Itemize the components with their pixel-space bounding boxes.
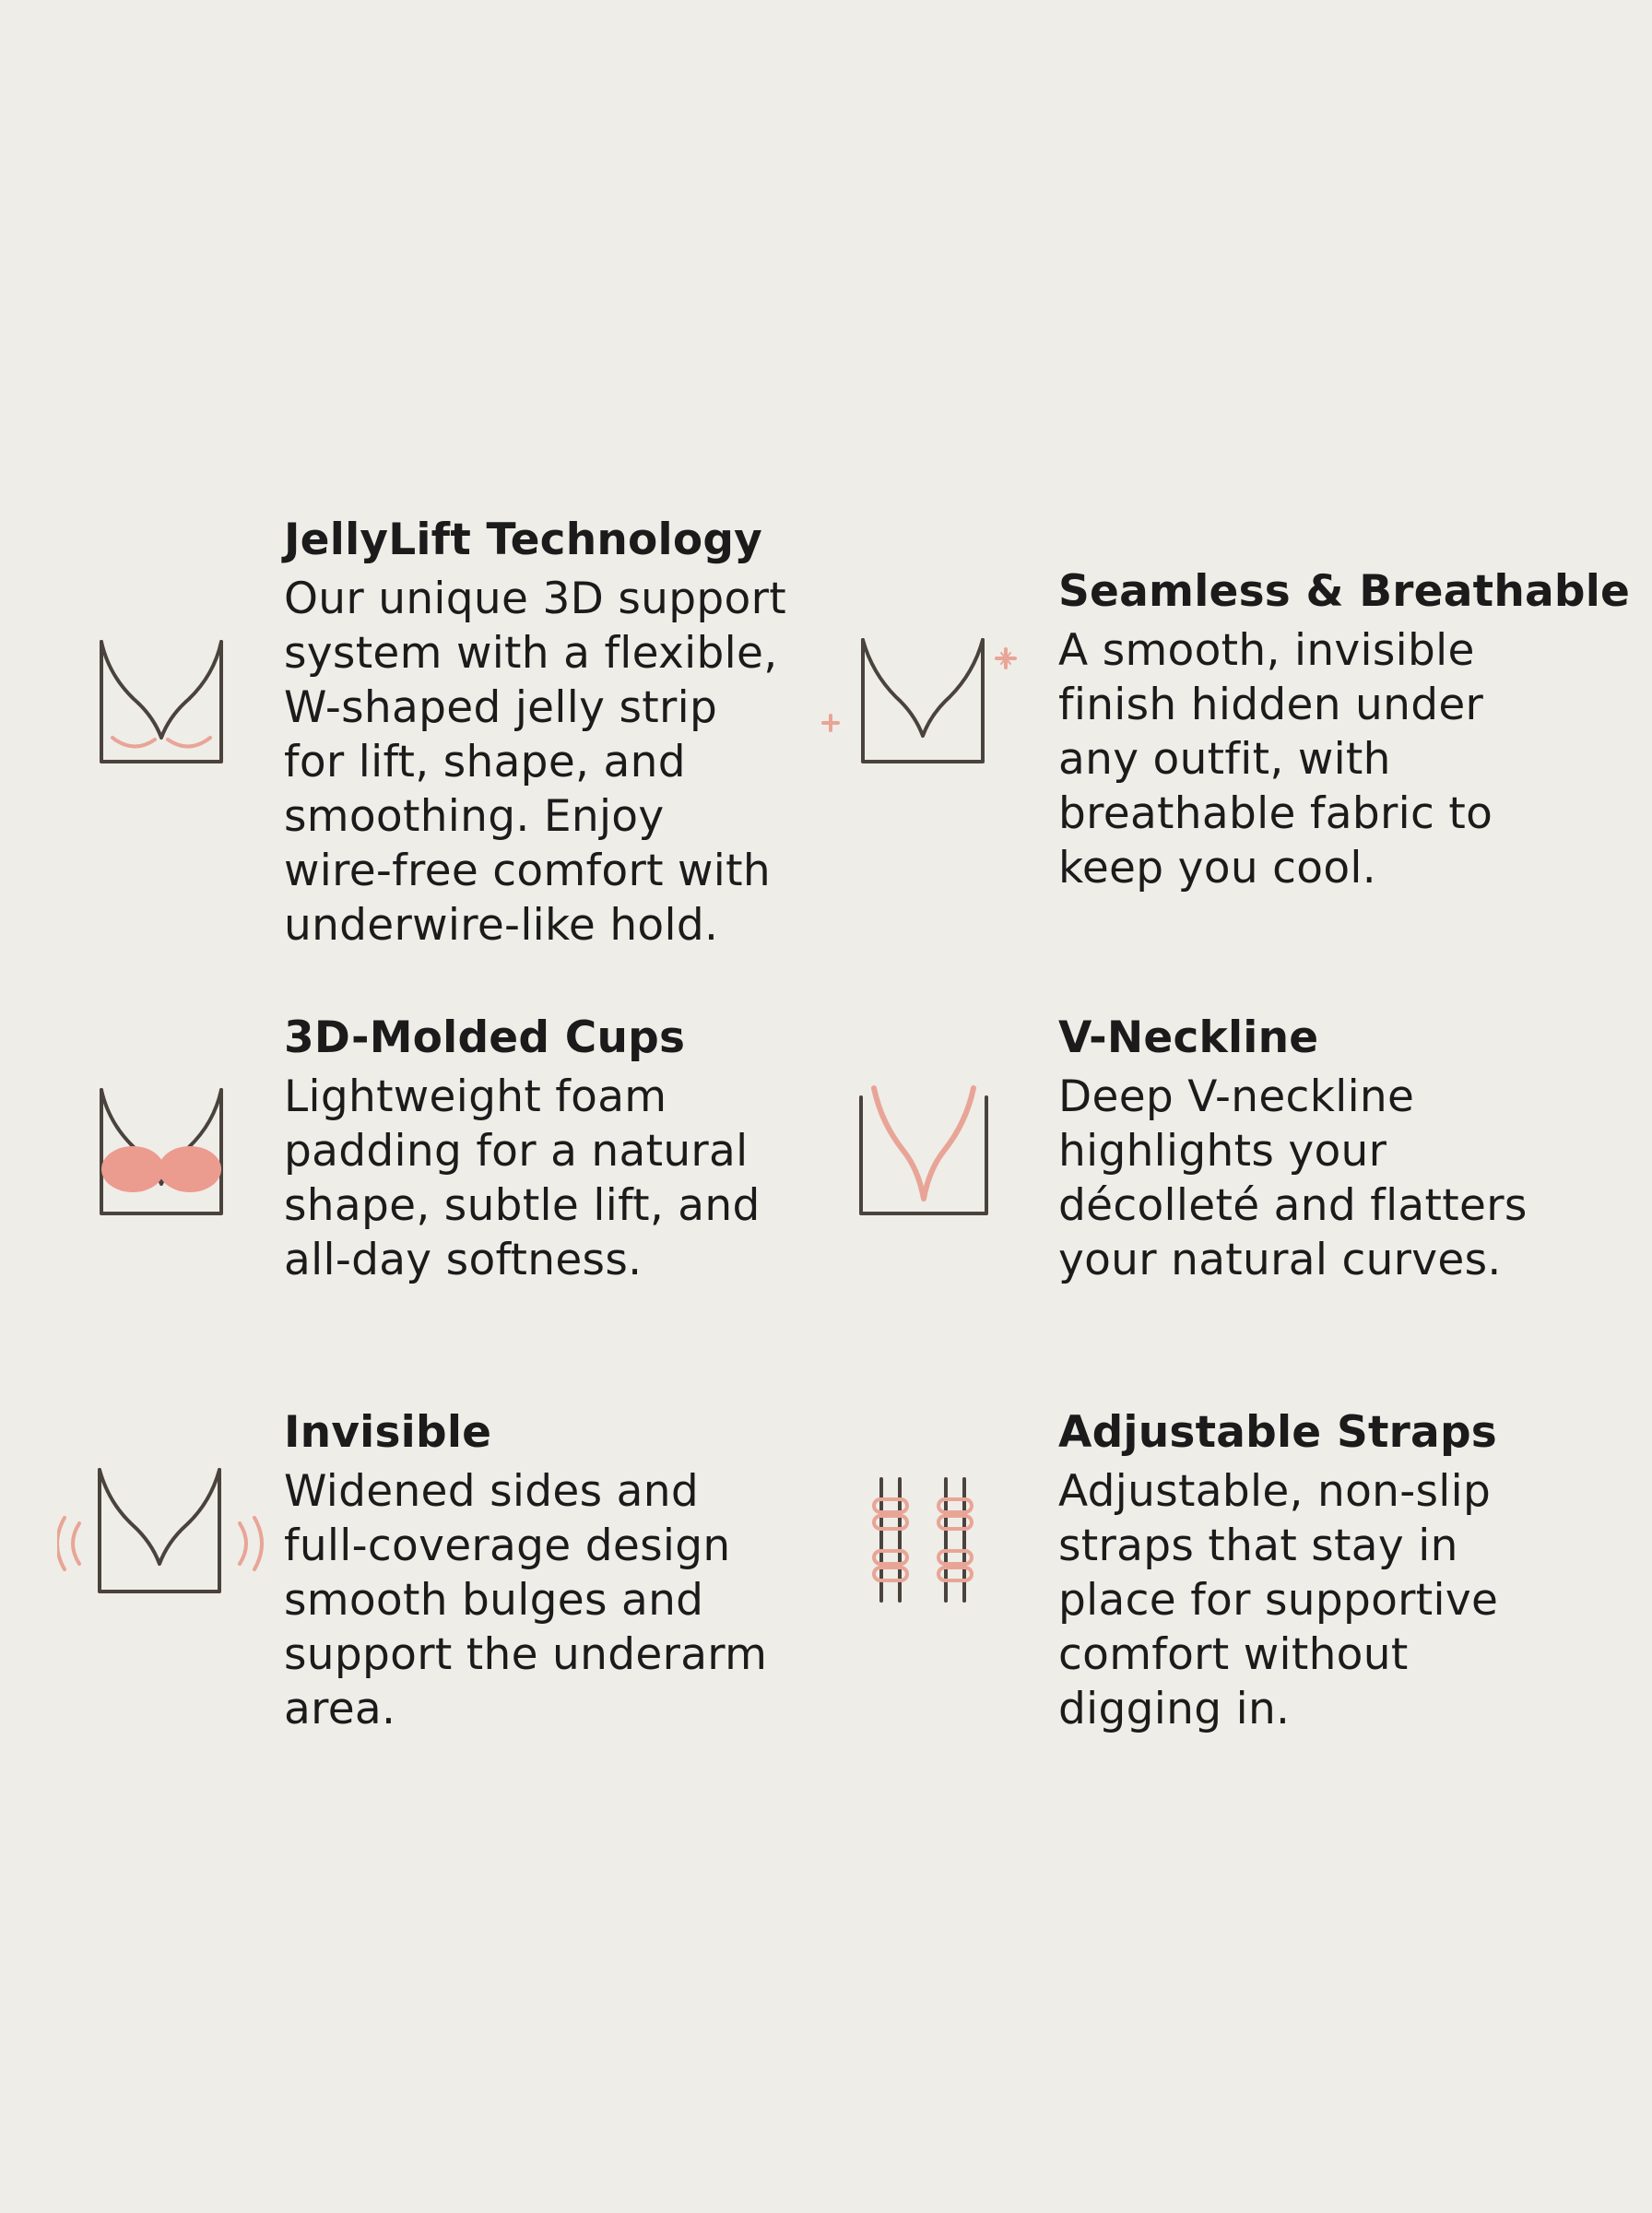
bra-jelly-strip-icon <box>92 634 230 773</box>
feature-description: A smooth, invisible finish hidden under any outfit, with breathable fabric to keep you cool. <box>1058 625 1493 893</box>
feature-title: V-Neckline <box>1058 1012 1319 1063</box>
bra-side-support-icon <box>57 1466 269 1601</box>
feature-description: Our unique 3D support system with a flexible, W-shaped jelly strip for lift, shape, and smoothing. Enjoy wire-free comfort with underwire-like hold. <box>284 574 786 951</box>
feature-description: Deep V-neckline highlights your décolleté and flatters your natural curves. <box>1058 1071 1528 1285</box>
feature-title: Invisible <box>284 1407 492 1458</box>
bra-sparkle-icon <box>817 636 1021 775</box>
strap-adjusters-icon <box>872 1475 974 1604</box>
feature-title: JellyLift Technology <box>284 515 763 565</box>
feature-title: Seamless & Breathable <box>1058 566 1631 617</box>
feature-title: Adjustable Straps <box>1058 1407 1497 1458</box>
feature-description: Lightweight foam padding for a natural shape, subtle lift, and all-day softness. <box>284 1071 761 1285</box>
bra-molded-cups-icon <box>92 1084 230 1223</box>
feature-title: 3D-Molded Cups <box>284 1012 686 1063</box>
feature-description: Widened sides and full-coverage design smooth bulges and support the underarm area. <box>284 1466 768 1734</box>
bra-v-neckline-icon <box>856 1084 994 1223</box>
feature-description: Adjustable, non-slip straps that stay in place for supportive comfort without digging in. <box>1058 1466 1499 1734</box>
